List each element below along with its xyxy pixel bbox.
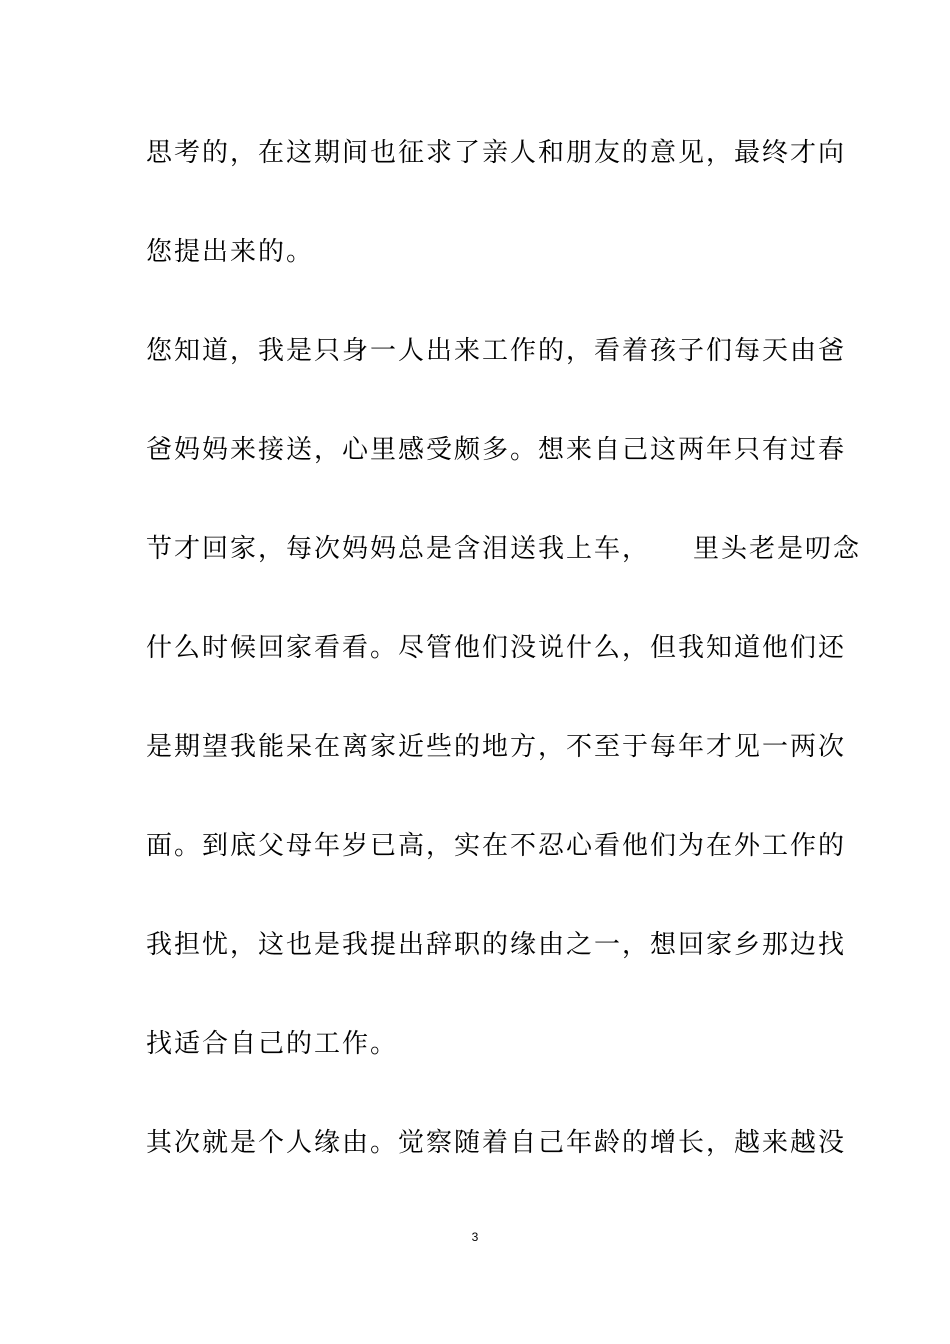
page-number: 3 [471, 1230, 479, 1244]
text-line-9: 我担忧，这也是我提出辞职的缘由之一，想回家乡那边找 [146, 930, 847, 960]
text-line-10: 找适合自己的工作。 [146, 1029, 399, 1059]
text-line-1: 思考的，在这期间也征求了亲人和朋友的意见，最终才向 [146, 138, 847, 168]
text-line-4: 爸妈妈来接送，心里感受颇多。想来自己这两年只有过春 [146, 435, 847, 465]
text-line-3: 您知道，我是只身一人出来工作的，看着孩子们每天由爸 [146, 336, 847, 366]
text-line-6: 什么时候回家看看。尽管他们没说什么，但我知道他们还 [146, 633, 847, 663]
text-line-7: 是期望我能呆在离家近些的地方，不至于每年才见一两次 [146, 732, 847, 762]
text-line-11: 其次就是个人缘由。觉察随着自己年龄的增长，越来越没 [146, 1128, 847, 1158]
text-line-5: 节才回家，每次妈妈总是含泪送我上车， 里头老是叨念 [146, 534, 862, 564]
text-line-2: 您提出来的。 [146, 237, 315, 267]
text-line-8: 面。到底父母年岁已高，实在不忍心看他们为在外工作的 [146, 831, 847, 861]
